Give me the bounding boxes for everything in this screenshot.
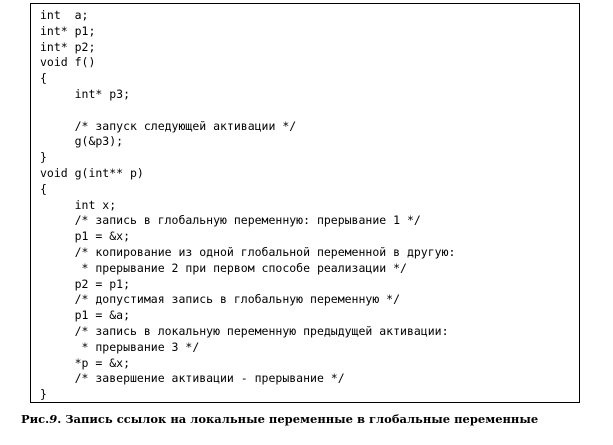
code-line: void f(): [40, 55, 96, 70]
code-line: int* p1;: [40, 23, 96, 38]
code-listing-box: [30, 3, 580, 403]
figure-caption: [21, 412, 538, 426]
figure-number: 9: [49, 412, 58, 426]
code-line: *p = &x;: [40, 355, 131, 370]
code-line: void g(int** p): [40, 165, 144, 180]
code-line: /* допустимая запись в глобальную переменную */: [40, 292, 401, 307]
code-line: * прерывание 2 при первом способе реализации */: [40, 260, 407, 275]
code-line: int x;: [40, 197, 117, 212]
code-line: int* p2;: [40, 39, 96, 54]
code-line: p1 = &a;: [40, 308, 131, 323]
code-line: {: [40, 71, 47, 86]
code-line: p1 = &x;: [40, 229, 131, 244]
code-line: {: [40, 181, 47, 196]
code-line: [40, 103, 455, 119]
code-line: * прерывание 3 */: [40, 339, 200, 354]
code-line: /* завершение активации - прерывание */: [40, 371, 345, 386]
caption-text: . Запись ссылок на локальные переменные в глобальные переменные: [57, 412, 539, 426]
code-listing: [40, 8, 455, 403]
code-line: int a;: [40, 8, 89, 22]
caption-prefix: Рис.: [21, 412, 50, 426]
code-line: /* запуск следующей активации */: [40, 118, 297, 133]
code-line: g(&p3);: [40, 134, 124, 149]
code-line: /* запись в глобальную переменную: прерывание 1 */: [40, 213, 421, 228]
code-line: }: [40, 387, 47, 402]
code-line: /* запись в локальную переменную предыдущей активации:: [40, 323, 449, 338]
code-line: p2 = p1;: [40, 276, 131, 291]
code-line: /* копирование из одной глобальной переменной в другую:: [40, 244, 456, 259]
code-line: int* p3;: [40, 86, 131, 101]
code-line: }: [40, 150, 47, 165]
